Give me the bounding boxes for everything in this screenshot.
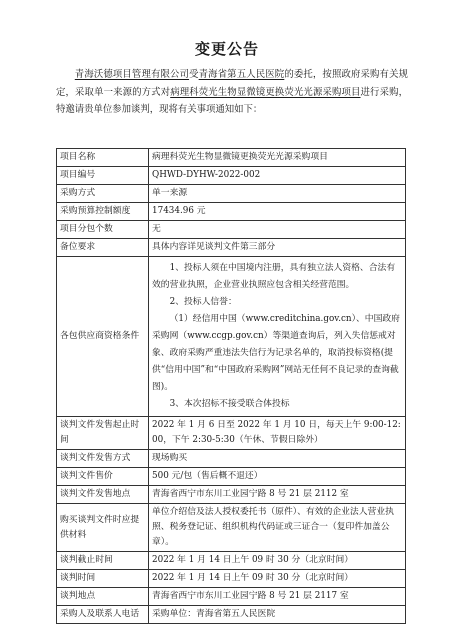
row-label: 项目编号	[57, 167, 149, 185]
table-row	[57, 450, 406, 468]
intro-text-3: 进行采购，特邀请贵单位参加谈判，现将有关事项通知如下：	[56, 86, 408, 115]
row-label: 各包供应商资格条件	[57, 257, 149, 417]
table-row	[57, 185, 406, 203]
row-value: 单一来源	[149, 185, 406, 203]
table-row	[57, 239, 406, 257]
row-label: 谈判时间	[57, 570, 149, 588]
row-label: 项目名称	[57, 149, 149, 167]
table-row	[57, 221, 406, 239]
info-table	[56, 148, 406, 624]
row-label: 谈判地点	[57, 588, 149, 606]
row-value: 青海省西宁市东川工业园宁路 8 号 21 层 2117 室	[149, 588, 406, 606]
row-label: 采购人及联系人电话	[57, 606, 149, 624]
intro-text-1: 受	[189, 69, 199, 80]
qualification-item-3: （1）经信用中国（www.creditchina.gov.cn）、中国政府采购网（www.ccgp.gov.cn）等渠道查询后，列入失信惩戒对象、政府采购严重违法失信行为记录名单的，取消投标资格(提供“信用中国”和“中国政府采购网”网站无任何不良记录的查询截图)。	[152, 314, 400, 392]
row-label: 购买谈判文件时应提供材料	[57, 504, 149, 552]
table-row	[57, 606, 406, 624]
table-row	[57, 417, 406, 450]
qualification-cell	[149, 257, 406, 417]
row-label: 项目分包个数	[57, 221, 149, 239]
table-row	[57, 552, 406, 570]
row-value: 无	[149, 221, 406, 239]
row-label: 采购预算控制额度	[57, 203, 149, 221]
row-value: 17434.96 元	[149, 203, 406, 221]
table-row	[57, 167, 406, 185]
table-row	[57, 570, 406, 588]
row-label: 谈判文件售价	[57, 468, 149, 486]
row-value: 2022 年 1 月 14 日上午 09 时 30 分（北京时间）	[149, 570, 406, 588]
qualification-item-1: 1、投标人须在中国境内注册，具有独立法人资格、合法有效的营业执照，企业营业执照应包含相关经营范围。	[152, 263, 396, 290]
row-value: QHWD-DYHW-2022-002	[149, 167, 406, 185]
row-value: 单位介绍信及法人授权委托书（原件）、有效的企业法人营业执照、税务登记证、组织机构代码证或三证合一（复印件加盖公章）。	[149, 504, 406, 552]
row-value: 2022 年 1 月 6 日至 2022 年 1 月 10 日，每天上午 9:00-12:00，下午 2:30-5:30（午休、节假日除外）	[149, 417, 406, 450]
table-row	[57, 486, 406, 504]
intro-text-2: 的委托，按照政府采购有关规定，采取单一来源的方式对	[56, 69, 408, 98]
row-label: 谈判文件发售方式	[57, 450, 149, 468]
row-value: 病理科荧光生物显微镜更换荧光光源采购项目	[149, 149, 406, 167]
table-row	[57, 504, 406, 552]
project-name: 病理科荧光生物显微镜更换荧光光源采购项目	[170, 86, 361, 98]
table-row	[57, 149, 406, 167]
row-label: 采购方式	[57, 185, 149, 203]
row-value: 2022 年 1 月 14 日上午 09 时 30 分（北京时间）	[149, 552, 406, 570]
row-value: 现场购买	[149, 450, 406, 468]
row-label: 谈判截止时间	[57, 552, 149, 570]
document-title: 变更公告	[194, 40, 259, 58]
row-value: 500 元/包（售后概不退还）	[149, 468, 406, 486]
row-label: 备位要求	[57, 239, 149, 257]
table-row-qualification	[57, 257, 406, 417]
table-row	[57, 468, 406, 486]
row-value: 具体内容详见谈判文件第三部分	[149, 239, 406, 257]
row-label: 谈判文件发售地点	[57, 486, 149, 504]
table-row	[57, 588, 406, 606]
agency-name: 青海沃德项目管理有限公司	[74, 69, 190, 80]
qualification-item-2: 2、投标人信誉：	[169, 297, 237, 307]
qualification-item-4: 3、本次招标不接受联合体投标	[169, 399, 290, 409]
row-value: 采购单位：青海省第五人民医院	[149, 606, 406, 624]
intro-paragraph	[56, 66, 408, 119]
row-value: 青海省西宁市东川工业园宁路 8 号 21 层 2112 室	[149, 486, 406, 504]
client-name: 青海省第五人民医院	[198, 69, 285, 80]
table-row	[57, 203, 406, 221]
row-label: 谈判文件发售起止时间	[57, 417, 149, 450]
